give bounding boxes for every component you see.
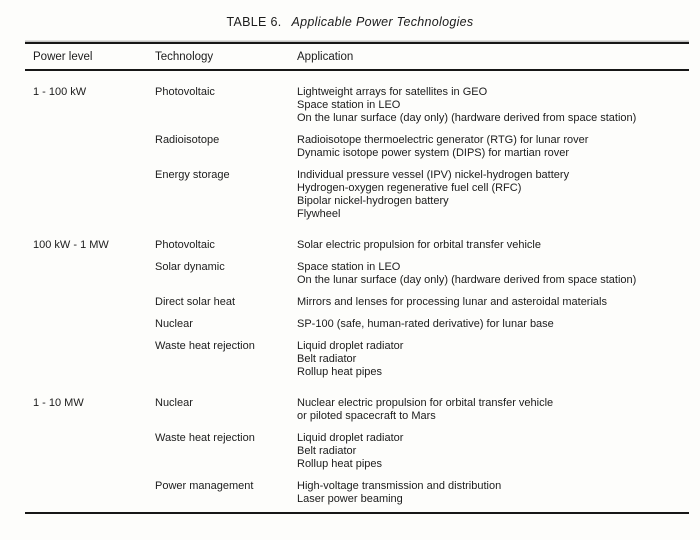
application-list (297, 480, 689, 506)
table-section (33, 239, 689, 379)
power-level-label: 1 - 10 MW (33, 397, 84, 409)
application-line: Nuclear electric propulsion for orbital transfer vehicle (297, 397, 554, 409)
application-line: Space station in LEO (297, 261, 401, 273)
application-list (297, 261, 689, 287)
application-line: Radioisotope thermoelectric generator (RTG) for lunar rover (297, 134, 589, 146)
application-line: Liquid droplet radiator (297, 340, 404, 352)
technology-label: Energy storage (155, 169, 230, 181)
technology-group (155, 340, 689, 379)
table-title: Applicable Power Technologies (291, 15, 474, 29)
application-line: Solar electric propulsion for orbital transfer vehicle (297, 239, 541, 251)
application-list (297, 239, 689, 252)
technology-group (155, 480, 689, 506)
application-line: SP-100 (safe, human-rated derivative) for lunar base (297, 318, 554, 330)
technology-group (155, 239, 689, 252)
application-line: Individual pressure vessel (IPV) nickel-hydrogen battery (297, 169, 570, 181)
technology-group (155, 134, 689, 160)
technology-label: Waste heat rejection (155, 432, 255, 444)
technology-label: Waste heat rejection (155, 340, 255, 352)
technology-label: Direct solar heat (155, 296, 236, 308)
application-line: On the lunar surface (day only) (hardware derived from space station) (297, 112, 637, 124)
table-body (25, 71, 689, 506)
section-groups (155, 397, 689, 506)
technology-label: Solar dynamic (155, 261, 225, 273)
bottom-rule (25, 512, 689, 514)
technology-label: Photovoltaic (155, 239, 215, 251)
application-line: Rollup heat pipes (297, 458, 383, 470)
table-section (33, 86, 689, 221)
application-list (297, 397, 689, 423)
application-line: Bipolar nickel-hydrogen battery (297, 195, 449, 207)
column-header-technology: Technology (155, 51, 214, 63)
technology-group (155, 169, 689, 221)
technology-group (155, 86, 689, 125)
section-groups (155, 239, 689, 379)
technology-label: Nuclear (155, 397, 193, 409)
technology-group (155, 261, 689, 287)
table-number: TABLE 6. (226, 15, 282, 29)
application-line: Space station in LEO (297, 99, 401, 111)
application-line: High-voltage transmission and distribution (297, 480, 502, 492)
power-technologies-table (25, 42, 689, 514)
application-line: Mirrors and lenses for processing lunar and asteroidal materials (297, 296, 607, 308)
power-level-label: 100 kW - 1 MW (33, 239, 109, 251)
column-header-power-level: Power level (33, 51, 93, 63)
application-list (297, 296, 689, 309)
application-list (297, 134, 689, 160)
table-header-row (25, 44, 689, 69)
application-line: Dynamic isotope power system (DIPS) for martian rover (297, 147, 570, 159)
application-line: or piloted spacecraft to Mars (297, 410, 436, 422)
application-line: Flywheel (297, 208, 341, 220)
application-line: On the lunar surface (day only) (hardware derived from space station) (297, 274, 637, 286)
application-line: Rollup heat pipes (297, 366, 383, 378)
technology-label: Power management (155, 480, 254, 492)
column-header-application: Application (297, 51, 354, 63)
section-groups (155, 86, 689, 221)
application-line: Liquid droplet radiator (297, 432, 404, 444)
technology-label: Radioisotope (155, 134, 220, 146)
technology-group (155, 318, 689, 331)
application-list (297, 340, 689, 379)
application-list (297, 318, 689, 331)
power-level-label: 1 - 100 kW (33, 86, 87, 98)
technology-group (155, 432, 689, 471)
application-line: Belt radiator (297, 445, 357, 457)
application-list (297, 169, 689, 221)
application-list (297, 86, 689, 125)
technology-group (155, 397, 689, 423)
application-line: Lightweight arrays for satellites in GEO (297, 86, 488, 98)
application-line: Hydrogen-oxygen regenerative fuel cell (RFC) (297, 182, 522, 194)
technology-label: Nuclear (155, 318, 193, 330)
technology-group (155, 296, 689, 309)
table-section (33, 397, 689, 506)
technology-label: Photovoltaic (155, 86, 215, 98)
application-list (297, 432, 689, 471)
application-line: Belt radiator (297, 353, 357, 365)
table-caption (0, 0, 700, 29)
application-line: Laser power beaming (297, 493, 403, 505)
